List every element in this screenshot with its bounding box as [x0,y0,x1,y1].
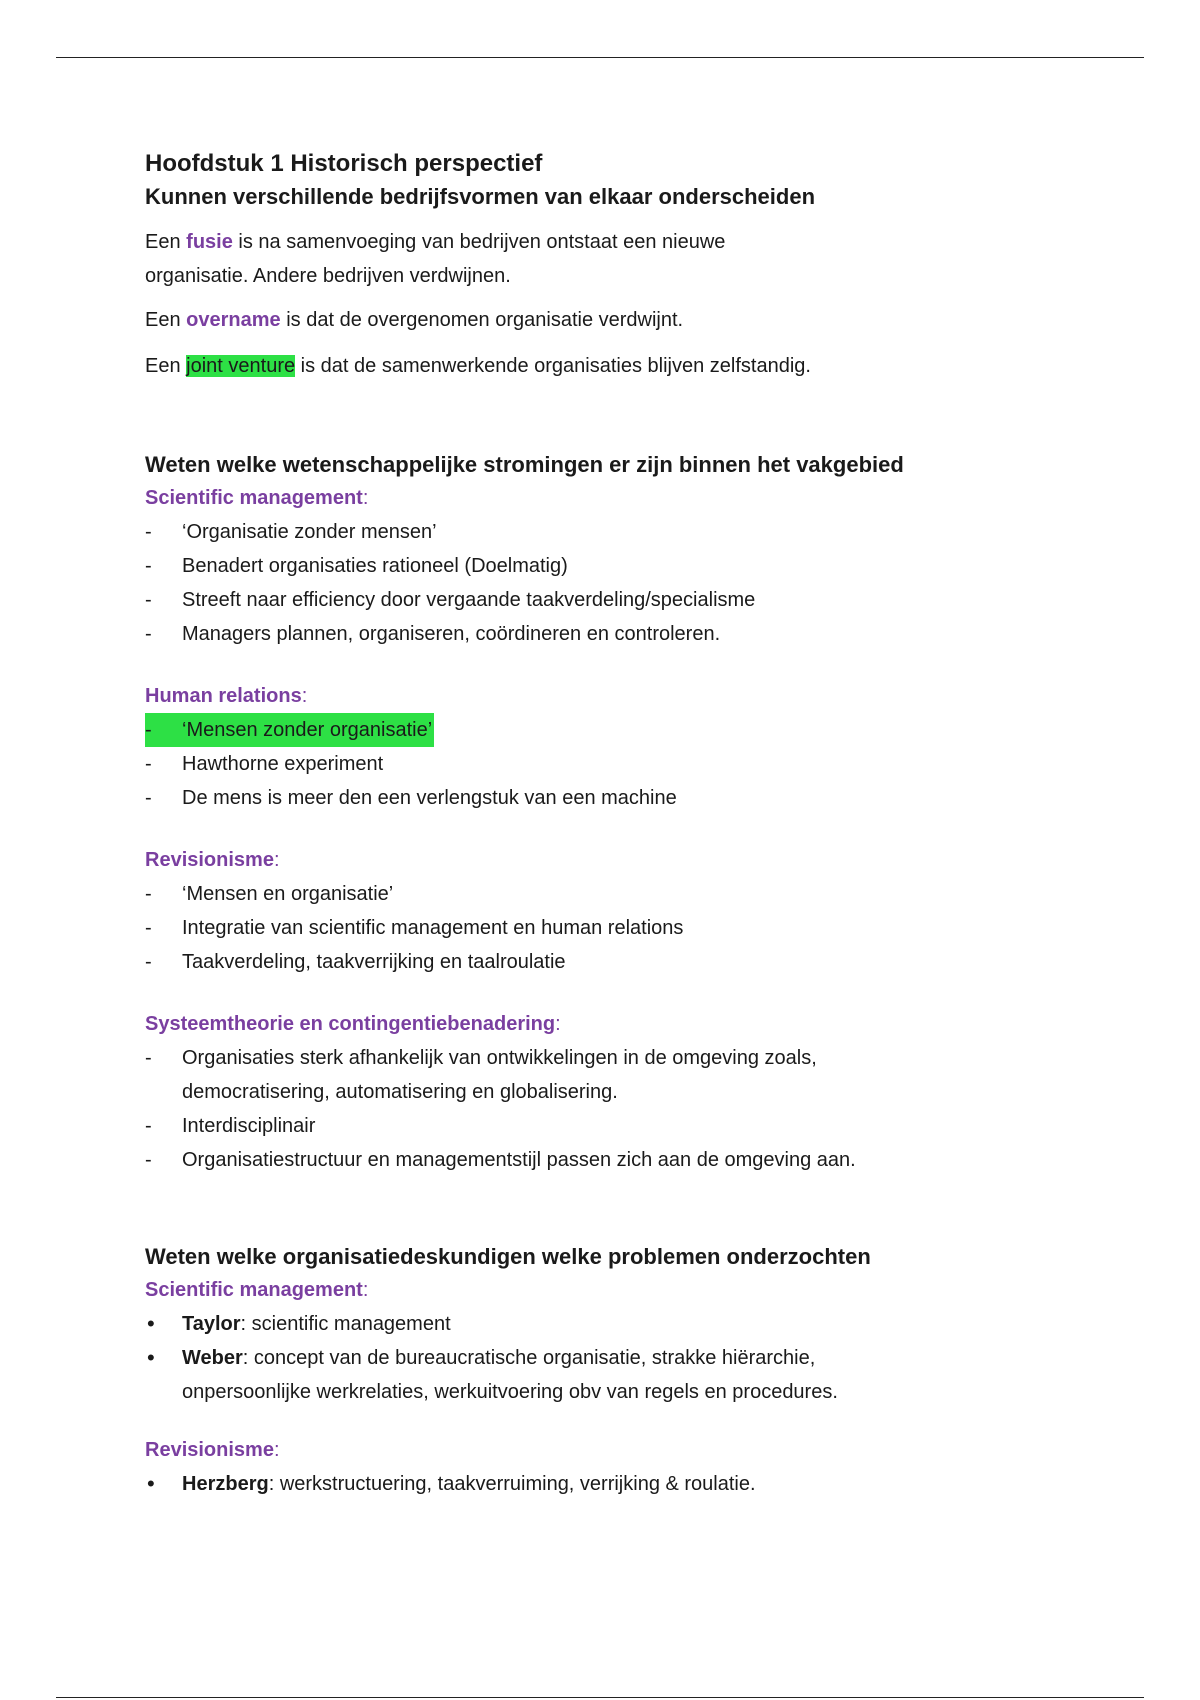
list-experts-revisionisme [145,1467,1045,1501]
label-colon: : [555,1013,561,1035]
list-item [145,1467,1045,1501]
dash-marker: - [145,753,152,775]
expert-text: : concept van de bureaucratische organisatie, strakke hiërarchie, onpersoonlijke werkrelaties, werkuitvoering obv van regels en procedures. [182,1347,838,1403]
dash-marker: - [145,951,152,973]
label-colon: : [362,1279,369,1301]
dash-marker: - [145,555,152,577]
group-label-scientific-management [145,481,1045,515]
fusie-term: fusie [186,231,233,253]
group-label-revisionisme [145,843,1045,877]
list-item [145,877,1045,911]
document-title: Hoofdstuk 1 Historisch perspectief [145,150,543,177]
list-item [145,583,1045,617]
item-text: Streeft naar efficiency door vergaande taakverdeling/specialisme [182,589,756,611]
dash-marker: - [145,713,182,747]
list-item [145,1341,872,1409]
bullet-marker: • [147,1311,155,1336]
list-item [145,911,1045,945]
list-item [145,1041,832,1109]
item-text: Integratie van scientific management en human relations [182,917,684,939]
list-item [145,781,1045,815]
dash-marker: - [145,1149,152,1171]
dash-marker: - [145,1047,152,1069]
bullet-marker: • [147,1471,155,1496]
footer-rule [56,1697,1144,1698]
dash-marker: - [145,521,152,543]
joint-pre: Een [145,355,187,377]
fusie-rest: is na samenvoeging van bedrijven ontstaat een nieuwe organisatie. Andere bedrijven verdwijnen. [145,231,726,287]
fusie-paragraph [145,225,785,293]
section1-heading: Kunnen verschillende bedrijfsvormen van elkaar onderscheiden [145,184,816,209]
list-item [145,549,1045,583]
fusie-pre: Een [145,231,187,253]
overname-term: overname [186,309,281,331]
overname-paragraph [145,303,1045,337]
joint-venture-term: joint venture [186,355,296,377]
item-text: ‘Organisatie zonder mensen’ [182,521,437,543]
item-text: Hawthorne experiment [182,753,384,775]
item-text: Managers plannen, organiseren, coördineren en controleren. [182,623,721,645]
dash-marker: - [145,1115,152,1137]
dash-marker: - [145,917,152,939]
group-label-systeemtheorie [145,1007,1045,1041]
expert-text: : scientific management [240,1313,451,1335]
label-colon: : [273,849,280,871]
dash-marker: - [145,883,152,905]
dash-marker: - [145,787,152,809]
list-experts-scientific [145,1307,1045,1409]
label-text: Scientific management [145,487,363,509]
label-text: Human relations [145,685,302,707]
label-colon: : [273,1439,280,1461]
list-item [145,1109,1045,1143]
item-text: Organisatiestructuur en managementstijl passen zich aan de omgeving aan. [182,1149,856,1171]
group-label-scientific-management-2 [145,1273,1045,1307]
item-text: Organisaties sterk afhankelijk van ontwikkelingen in de omgeving zoals, democratisering, automatisering en globalisering. [182,1047,817,1103]
label-text: Scientific management [145,1279,363,1301]
overname-rest: is dat de overgenomen organisatie verdwijnt. [280,309,684,331]
overname-pre: Een [145,309,187,331]
joint-venture-paragraph [145,349,1045,383]
joint-rest: is dat de samenwerkende organisaties blijven zelfstandig. [295,355,811,377]
list-item [145,617,1045,651]
list-revisionisme [145,877,1045,979]
section2-heading: Weten welke wetenschappelijke stromingen er zijn binnen het vakgebied [145,452,904,477]
header-rule [56,57,1144,58]
label-text: Revisionisme [145,849,274,871]
expert-text: : werkstructuering, taakverruiming, verrijking & roulatie. [268,1473,756,1495]
item-text: Benadert organisaties rationeel (Doelmatig) [182,555,568,577]
list-item [145,945,1045,979]
list-item [145,1143,1045,1177]
item-text: ‘Mensen en organisatie’ [182,883,394,905]
item-text: Interdisciplinair [182,1115,316,1137]
label-colon: : [301,685,308,707]
group-label-revisionisme-2 [145,1433,1045,1467]
list-scientific-management [145,515,1045,651]
expert-name: Taylor [182,1313,241,1335]
expert-name: Herzberg [182,1473,269,1495]
label-colon: : [362,487,369,509]
list-item-highlighted [145,713,1045,747]
item-text: Taakverdeling, taakverrijking en taalroulatie [182,951,566,973]
dash-marker: - [145,623,152,645]
document-body [145,147,1045,1501]
list-human-relations [145,713,1045,815]
list-item [145,515,1045,549]
label-text: Systeemtheorie en contingentiebenadering [145,1013,556,1035]
label-text: Revisionisme [145,1439,274,1461]
list-item [145,747,1045,781]
group-label-human-relations [145,679,1045,713]
section3-heading: Weten welke organisatiedeskundigen welke problemen onderzochten [145,1244,871,1269]
list-item [145,1307,1045,1341]
bullet-marker: • [147,1345,155,1370]
list-systeemtheorie [145,1041,1045,1177]
item-text: ‘Mensen zonder organisatie’ [182,713,434,747]
expert-name: Weber [182,1347,243,1369]
dash-marker: - [145,589,152,611]
item-text: De mens is meer den een verlengstuk van een machine [182,787,677,809]
